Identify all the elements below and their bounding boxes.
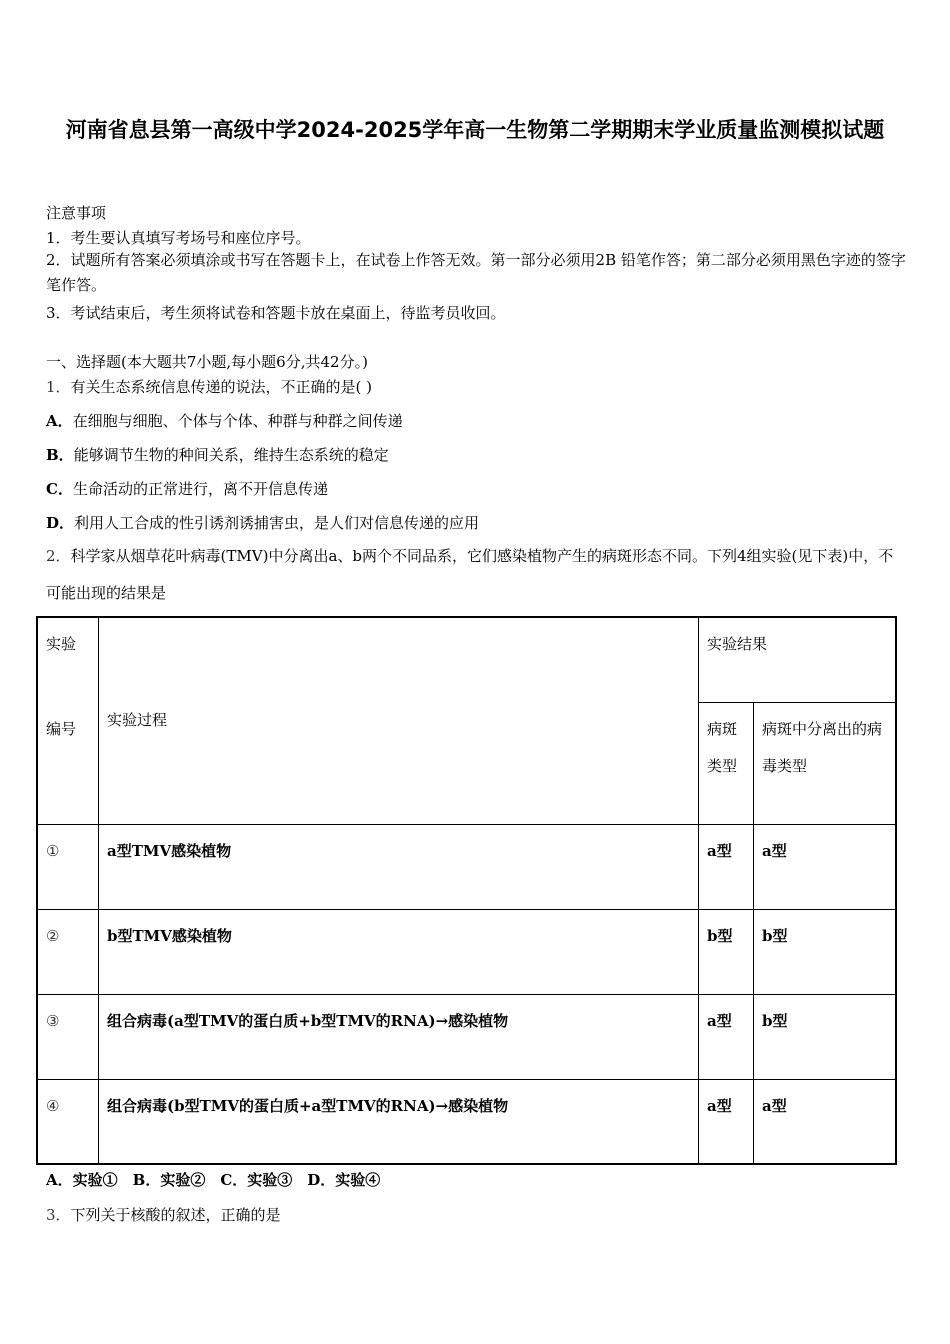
- question-number: 1．: [46, 378, 71, 396]
- option-letter: C．: [46, 480, 73, 498]
- header-id-line2: 编号: [46, 720, 77, 738]
- experiment-table: [36, 616, 897, 1165]
- row-spot: a型: [699, 1079, 754, 1164]
- row-id: ③: [37, 994, 99, 1079]
- notice-item-3: 3．考试结束后，考生须将试卷和答题卡放在桌面上，待监考员收回。: [46, 304, 506, 322]
- header-experiment-id: [37, 617, 99, 824]
- row-virus: a型: [754, 824, 897, 909]
- row-process: 组合病毒(a型TMV的蛋白质+b型TMV的RNA)→感染植物: [99, 994, 699, 1079]
- header-result: 实验结果: [699, 617, 897, 702]
- page-title: 河南省息县第一高级中学2024-2025学年高一生物第二学期期末学业质量监测模拟试题: [65, 118, 885, 142]
- row-spot: b型: [699, 909, 754, 994]
- question-stem: 科学家从烟草花叶病毒(TMV)中分离出a、b两个不同品系，它们感染植物产生的病斑形态不同。下列4组实验(见下表)中，不可能出现的结果是: [46, 547, 894, 602]
- option-letter: D．: [46, 514, 75, 532]
- option-a: [46, 410, 403, 431]
- row-id: ④: [37, 1079, 99, 1164]
- notice-item-2: 2．试题所有答案必须填涂或书写在答题卡上，在试卷上作答无效。第一部分必须用2B 铅笔作答；第二部分必须用黑色字迹的签字笔作答。: [46, 251, 906, 294]
- table-row: [37, 994, 896, 1079]
- option-text: 能够调节生物的种间关系，维持生态系统的稳定: [73, 446, 389, 464]
- header-virus-type: 病斑中分离出的病毒类型: [754, 702, 897, 824]
- row-virus: b型: [754, 994, 897, 1079]
- question-number: 2．: [46, 547, 71, 565]
- row-virus: b型: [754, 909, 897, 994]
- row-process: a型TMV感染植物: [99, 824, 699, 909]
- table-row: [37, 909, 896, 994]
- header-spot-type: 病斑类型: [699, 702, 754, 824]
- notice-item-1: 1．考生要认真填写考场号和座位序号。: [46, 229, 311, 247]
- row-process: 组合病毒(b型TMV的蛋白质+a型TMV的RNA)→感染植物: [99, 1079, 699, 1164]
- row-spot: a型: [699, 824, 754, 909]
- option-letter: A．: [46, 412, 73, 430]
- question-stem: 下列关于核酸的叙述，正确的是: [70, 1206, 281, 1224]
- question-2-answer-options: A．实验① B．实验② C．实验③ D．实验④: [46, 1171, 381, 1189]
- question-3: [46, 1204, 281, 1225]
- table-row: [37, 824, 896, 909]
- option-b: [46, 444, 389, 465]
- row-id: ②: [37, 909, 99, 994]
- row-process: b型TMV感染植物: [99, 909, 699, 994]
- row-virus: a型: [754, 1079, 897, 1164]
- notice-heading: 注意事项: [46, 204, 107, 222]
- option-c: [46, 478, 328, 499]
- option-text: 在细胞与细胞、个体与个体、种群与种群之间传递: [72, 412, 403, 430]
- question-number: 3．: [46, 1206, 71, 1224]
- option-text: 利用人工合成的性引诱剂诱捕害虫，是人们对信息传递的应用: [74, 514, 480, 532]
- option-letter: B．: [46, 446, 74, 464]
- table-row: [37, 1079, 896, 1164]
- question-stem: 有关生态系统信息传递的说法，不正确的是( ): [70, 378, 373, 396]
- row-spot: a型: [699, 994, 754, 1079]
- header-process: 实验过程: [99, 617, 699, 824]
- option-d: [46, 512, 479, 533]
- question-1: [46, 376, 372, 397]
- row-id: ①: [37, 824, 99, 909]
- section-heading: 一、选择题(本大题共7小题,每小题6分,共42分。): [46, 353, 368, 371]
- question-2: [46, 538, 908, 612]
- option-text: 生命活动的正常进行，离不开信息传递: [72, 480, 328, 498]
- header-id-line1: 实验: [46, 635, 77, 653]
